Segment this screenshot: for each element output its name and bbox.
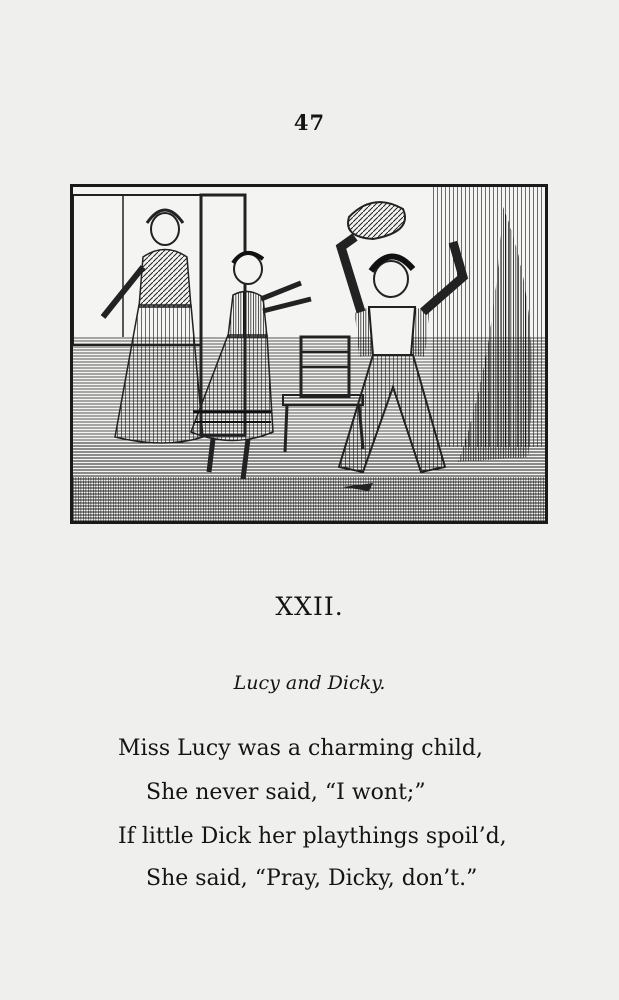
page-number: 47: [293, 110, 326, 135]
verse-line-1: Miss Lucy was a charming child,: [118, 736, 483, 761]
verse-line-4: She said, “Pray, Dicky, don’t.”: [146, 866, 478, 891]
verse-line-2: She never said, “I wont;”: [146, 780, 426, 805]
poem-title: Lucy and Dicky.: [233, 672, 386, 694]
woodcut-illustration: [70, 184, 548, 524]
chapter-number: XXII.: [275, 592, 344, 621]
verse-line-3: If little Dick her playthings spoil’d,: [118, 824, 507, 849]
engraving-scene: [73, 187, 545, 521]
